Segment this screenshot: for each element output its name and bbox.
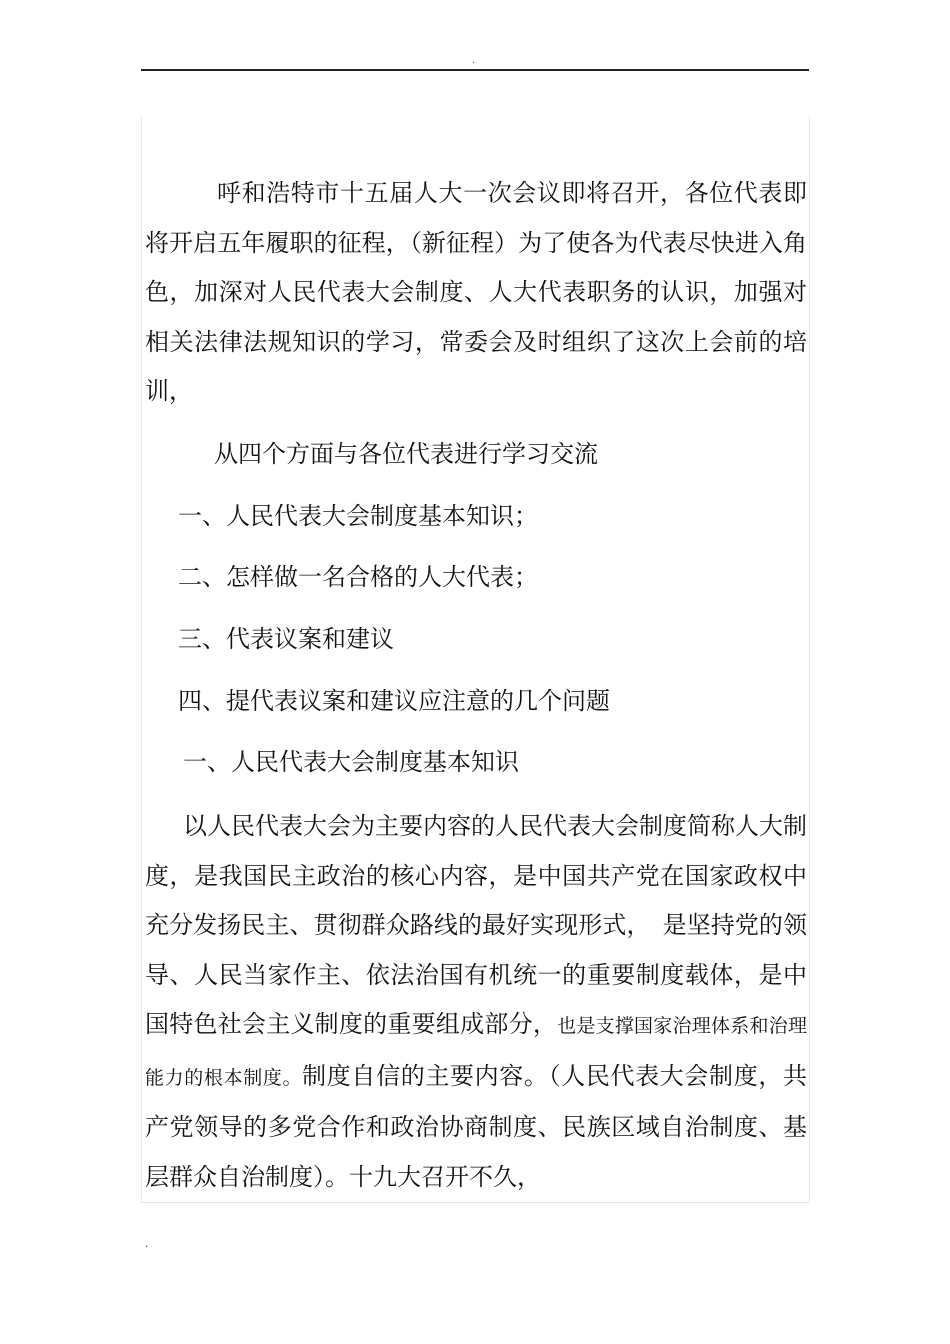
footer-mark: . (145, 1239, 149, 1250)
section-body-small: 也是支撑国家治理体系和治理能力的根本制度。 (145, 1015, 807, 1089)
section-body-part1: 以人民代表大会为主要内容的人民代表大会制度简称人大制度，是我国民主政治的核心内容，是中国共产党在国家政权中充分发扬民主、贯彻群众路线的最好实现形式， 是坚持党的领导、人民当家作主、依法治国有机统一的重要制度载体，是中国特色社会主义制度的重要组成部分， (145, 812, 807, 1038)
header-mark: . (472, 55, 476, 66)
outline-item-3: 三、代表议案和建议 (178, 625, 394, 653)
section-heading: 一、人民代表大会制度基本知识 (183, 748, 519, 776)
header-rule (141, 69, 809, 71)
outline-item-4: 四、提代表议案和建议应注意的几个问题 (178, 687, 610, 715)
section-body-part2: 制度自信的主要内容。（人民代表大会制度，共产党领导的多党合作和政治协商制度、民族区域自治制度、基层群众自治制度）。十九大召开不久， (145, 1061, 807, 1191)
section-body (145, 802, 807, 1202)
intro-paragraph: 呼和浩特市十五届人大一次会议即将召开，各位代表即将开启五年履职的征程，（新征程）为了使各为代表尽快进入角色，加深对人民代表大会制度、人大代表职务的认识，加强对相关法律法规知识的学习，常委会及时组织了这次上会前的培训， (145, 179, 807, 405)
outline-item-2: 二、怎样做一名合格的人大代表； (178, 563, 538, 591)
outline-item-1: 一、人民代表大会制度基本知识； (178, 502, 538, 530)
intro-lead: 从四个方面与各位代表进行学习交流 (214, 440, 598, 468)
